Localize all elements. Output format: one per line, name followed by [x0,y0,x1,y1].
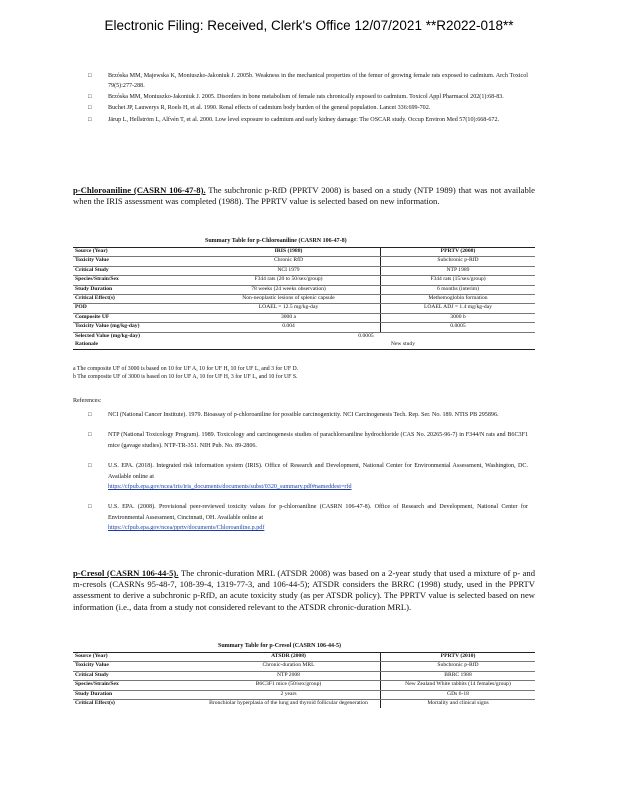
table-row: Critical Effect(s) Bronchiolar hyperplasia of the lung and thyroid follicular degeneration Mortality and clinical signs [73,699,535,708]
table-row: Species/Strain/Sex F344 rats (20 to 50/sex/group) F344 rats (15/sex/group) [73,276,535,285]
paragraph-body: The subchronic p-RfD (PPRTV 2008) is based on a study (NTP 1989) that was not available when the IRIS assessment was completed (1988). The PPRTV value is selected based on new information. [73,185,535,207]
filing-header: Electronic Filing: Received, Clerk's Office 12/07/2021 **R2022-018** [104,18,514,33]
table-row: Study Duration 2 years GDs 6-18 [73,690,535,699]
iris-document-link[interactable]: https://cfpub.epa.gov/ncea/iris/iris_documents/documents/subst/0320_summary.pdf#nameddest=rfd [108,484,352,491]
bullet-icon: □ [88,116,92,123]
table-row: Critical Study NTP 2008 BRRC 1988 [73,671,535,680]
table-row: Critical Study NCI 1979 NTP 1989 [73,266,535,275]
bullet-icon: □ [88,463,92,470]
table-row: Critical Effect(s) Non-neoplastic lesions of splenic capsule Methemoglobin formation [73,294,535,303]
reference-item: □ Brzóska MM, Moniuszko-Jakoniuk J. 2005. Disorders in bone metabolism of female rats chronically exposed to cadmium. Toxicol Appl Pharmacol 202(1):68-83. [88,93,528,103]
mid-reference-list [88,410,528,535]
reference-item: □ Brzóska MM, Majewska K, Moniuszko-Jakoniuk J. 2005b. Weakness in the mechanical properties of the femur of growing female rats exposed to cadmium. Arch Toxicol 79(5):277-288. [88,73,528,89]
bullet-icon: □ [88,504,92,511]
p-chloroaniline-summary-table [73,247,535,350]
reference-item: □ U.S. EPA. (2008). Provisional peer-reviewed toxicity values for p-chloroaniline (CASRN 106-47-8). Office of Research and Development, National Center for Environmental Assessment, Cincinnati, OH. Available online at https://cfpub.epa.gov/ncea/pprtv/documents/Chloroaniline.p.pdf [88,504,528,532]
reference-item: □ Järup L, Hellström L, Alfvén T, et al. 2000. Low level exposure to cadmium and early kidney damage: The OSCAR study. Occup Environ Med 57(10):668-672. [88,116,528,126]
table-row: Species/Strain/Sex B6C3F1 mice (50/sex/group) New Zealand White rabbits (14 females/group) [73,681,535,690]
section-heading: p-Cresol (CASRN 106-44-5). [73,568,179,578]
table-title: Summary Table for p-Chloroaniline (CASRN 106-47-8) [205,238,347,244]
bullet-icon: □ [88,105,92,112]
paragraph-body: The chronic-duration MRL (ATSDR 2008) was based on a 2-year study that used a mixture of p- and m-cresols (CASRNs 95-48-7, 108-39-4, 1319-77-3, and 106-44-5); ATSDR considers the BRRC (1998) study, used in the PPRTV assessment to derive a subchronic p-RfD, an acute toxicity study (as per ATSDR policy). The PPRTV value is selected based on new information (i.e., data from a study not considered relevant to the ATSDR chronic-duration MRL). [73,568,536,612]
section-heading: p-Chloroaniline (CASRN 106-47-8). [73,185,206,195]
table-row: Source (Year) ATSDR (2008) PPRTV (2010) [73,653,535,662]
table-row: Source (Year) IRIS (1988) PPRTV (2008) [73,248,535,257]
table-row: POD LOAEL = 12.5 mg/kg-day LOAEL ADJ = 1.4 mg/kg-day [73,304,535,313]
table-row: Study Duration 78 weeks (24 weeks observation) 6 months (interim) [73,285,535,294]
bullet-icon: □ [88,432,92,439]
p-cresol-paragraph [73,568,535,613]
table-row: Toxicity Value Chronic-duration MRL Subchronic p-RfD [73,662,535,671]
table-title: Summary Table for p-Cresol (CASRN 106-44-5) [218,643,341,649]
table-row: Rationale New study [73,341,535,350]
table-footnotes [73,365,298,381]
table-row: Toxicity Value (mg/kg-day) 0.004 0.0005 [73,323,535,332]
footnote: a The composite UF of 3000 is based on 10 for UF A, 10 for UF H, 10 for UF L, and 3 for UF D. [73,366,299,372]
references-label: References: [73,398,102,404]
bullet-icon: □ [88,73,92,79]
p-cresol-summary-table [73,652,535,708]
reference-item: □ Buchet JP, Lauwerys R, Roels H, et al. 1990. Renal effects of cadmium body burden of the general population. Lancet 336:699-702. [88,104,528,114]
bullet-icon: □ [88,93,92,100]
top-reference-list [88,72,528,127]
table-row: Toxicity Value Chronic RfD Subchronic p-RfD [73,257,535,266]
table-row: Composite UF 3000 a 3000 b [73,313,535,322]
footnote: b The composite UF of 3000 is based on 10 for UF A, 10 for UF H, 3 for UF L, and 10 for UF S. [73,374,298,381]
p-chloroaniline-paragraph [73,185,535,207]
pprtv-document-link[interactable]: https://cfpub.epa.gov/ncea/pprtv/documents/Chloroaniline.p.pdf [108,525,265,532]
reference-item: □ NCI (National Cancer Institute). 1979. Bioassay of p-chloroaniline for possible carcinogenicity. NCI Carcinogenesis Tech. Rep. Ser. No. 189. NTIS PB 295896. [88,410,528,420]
bullet-icon: □ [88,412,92,418]
reference-item: □ NTP (National Toxicology Program). 1989. Toxicology and carcinogenesis studies of parachloroaniline hydrochloride (CAS No. 20265-96-7) in F344/N rats and B6C3F1 mice (gavage studies). NTP-TR-351. NIH Pub. No. 89-2806. [88,432,528,449]
table-row: Selected Value (mg/kg-day) 0.0005 [75,332,374,339]
reference-item: □ U.S. EPA. (2018). Integrated risk information system (IRIS). Office of Research and Development, National Center for Environmental Assessment, Washington, DC. Available online at https://cfpub.epa.gov/ncea/iris/iris_documents/documents/subst/0320_summary.pdf#nameddest=rfd [88,463,528,491]
